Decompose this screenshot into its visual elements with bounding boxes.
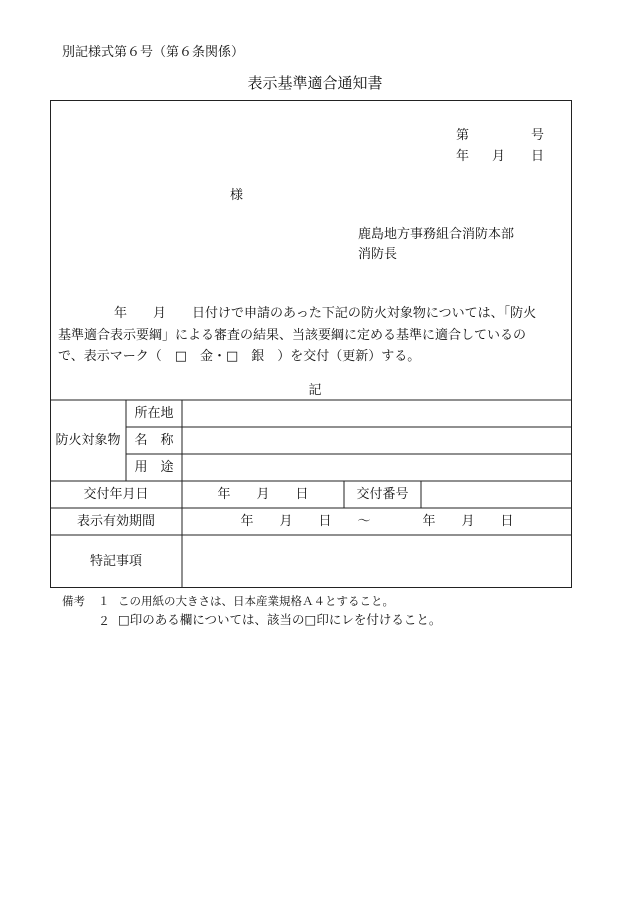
doc-date-day: 日 [531,149,545,164]
document-title: 表示基準適合通知書 [247,74,383,92]
ki-heading: 記 [308,383,322,398]
name-label: 名 称 [134,433,174,448]
validity-value: 年 月 日 ～ 年 月 日 [240,514,514,529]
note-text: この用紙の大きさは、日本産業規格Ａ４とすること。 [118,594,394,608]
sender-title: 消防長 [358,247,398,262]
note-text: □印のある欄については、該当の□印にレを付けること。 [118,612,442,627]
doc-date-month: 月 [492,149,506,164]
target-label: 防火対象物 [55,433,121,448]
remarks-label: 特記事項 [89,554,142,569]
issue-date-label: 交付年月日 [83,487,149,502]
use-label: 用 途 [134,460,174,475]
addressee-honorific: 様 [230,188,244,203]
notice-body: 年 月 日付けで申請のあった下記の防火対象物については、「防火基準適合表示要綱」による審査の結果、当該要綱に定める基準に適合しているので、表示マーク（ □ 金・□ 銀 ）を交付（更新）する。 [58,306,537,364]
note-number: ２ [98,614,111,628]
issue-number-label: 交付番号 [356,487,409,502]
issue-date-value: 年 月 日 [217,487,309,502]
validity-label: 表示有効期間 [76,514,155,529]
doc-date-year: 年 [456,149,470,164]
sender-organization: 鹿島地方事務組合消防本部 [358,227,515,242]
doc-number-suffix: 号 [531,128,545,143]
notes-label: 備考 [62,594,85,608]
location-label: 所在地 [134,406,174,421]
doc-number-prefix: 第 [456,128,470,143]
form-label: 別記様式第６号（第６条関係） [62,45,245,60]
note-number: １ [98,594,110,608]
